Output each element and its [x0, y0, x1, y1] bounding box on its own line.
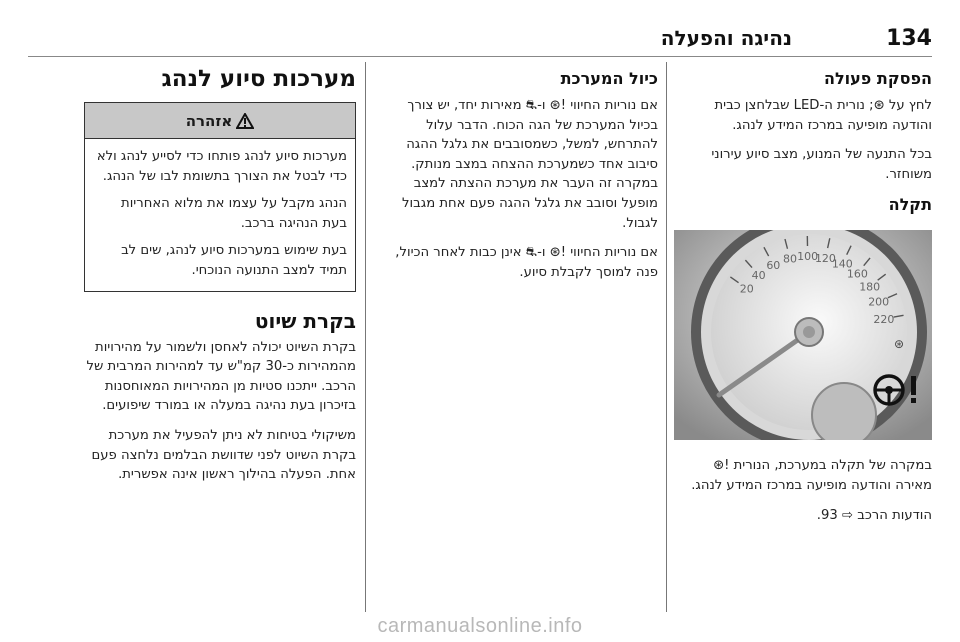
speed-label: 160	[846, 267, 868, 281]
right-column	[674, 62, 932, 612]
calibration-para-2: אם נוריות החיווי !⊛ ו-⛐ אינן כבות לאחר הכיול, פנה למוסך לקבלת סיוע.	[395, 245, 658, 280]
warning-label: אזהרה	[185, 111, 233, 130]
middle-column	[384, 62, 658, 612]
instrument-cluster-image	[674, 230, 932, 440]
watermark: carmanualsonline.info	[377, 615, 583, 637]
deactivation-para-1: לחץ על ⊛; נורית ה-LED שבלחצן כבית והודעה מופיעה במרכז המידע לנהג.	[714, 98, 932, 133]
section-title-fault: תקלה	[888, 195, 932, 215]
section-title-cruise-control: בקרת שיוט	[254, 308, 356, 333]
cruise-para-2: משיקולי בטיחות לא ניתן להפעיל את מערכת בקרת השיוט לפני שדוושת הבלמים נלחצה פעם אחת. הפעלה בהילוך ראשון אינה אפשרית.	[91, 427, 356, 483]
warning-box	[84, 102, 356, 292]
city-mode-icon: ⊛	[893, 337, 904, 352]
speed-label: 120	[814, 252, 836, 266]
speed-label: 80	[782, 252, 797, 266]
speed-label: 60	[766, 259, 781, 273]
fault-para-2: הודעות הרכב ⇨ 93.	[816, 507, 932, 523]
speed-label: 200	[868, 296, 890, 310]
running-title: נהיגה והפעלה	[660, 26, 792, 50]
header-rule	[28, 56, 932, 57]
section-title-deactivation: הפסקת פעולה	[823, 69, 932, 88]
speed-label: 40	[751, 269, 766, 283]
column-divider-right	[666, 62, 667, 612]
speed-label: 100	[797, 250, 819, 264]
warning-para-3: בעת שימוש במערכות סיוע לנהג, שים לב תמיד למצב התנועה הנוכחי.	[121, 243, 347, 278]
warning-triangle-icon	[236, 113, 254, 129]
speed-label: 180	[859, 280, 881, 294]
driver-assistance-title: מערכות סיוע לנהג	[161, 66, 356, 92]
section-title-calibration: כיול המערכת	[560, 69, 658, 88]
speed-label: 20	[739, 282, 754, 296]
left-column	[84, 62, 356, 612]
warning-body	[85, 139, 355, 291]
warning-para-2: הנהג מקבל על עצמו את מלוא האחריות בעת הנהיגה ברכב.	[121, 196, 347, 231]
speed-label: 140	[831, 258, 853, 272]
warning-header	[85, 103, 355, 139]
fault-para-1: במקרה של תקלה במערכת, הנורית !⊛ מאירה והודעה מופיעה במרכז המידע לנהג.	[691, 458, 932, 493]
cruise-para-1: בקרת השיוט יכולה לאחסן ולשמור על מהירויות מהמהירות כ-30 קמ"ש עד למהירות המרבית של הרכב. ייתכנו סטיות מן המהירויות המאוחסנות בזיכרון בעת נהיגה במעלה או במורד שיפועים.	[86, 339, 356, 414]
page-number: 134	[886, 26, 932, 51]
page-header	[28, 26, 932, 56]
deactivation-para-2: בכל התנעה של המנוע, מצב סיוע עירוני משוחזר.	[711, 147, 932, 182]
speed-label: 220	[873, 313, 895, 327]
column-divider-left	[365, 62, 366, 612]
calibration-para-1: אם נוריות החיווי !⊛ ו-⛐ מאירות יחד, יש צורך בכיול המערכת של הגה הכוח. הדבר עלול להתרחש, למשל, כשמסובבים את גלגל ההגה סיבוב אחד כשמערכת ההצחה במצב מנותק. במקרה זה העבר את מערכת ההצתה למצב מופעל וסובב את גלגל ההגה פעם אחת מגבול לגבול.	[402, 98, 658, 231]
warning-para-1: מערכות סיוע לנהג פותחו כדי לסייע לנהג ולא כדי לבטל את הצורך בתשומת לבו של הנהג.	[96, 149, 347, 184]
